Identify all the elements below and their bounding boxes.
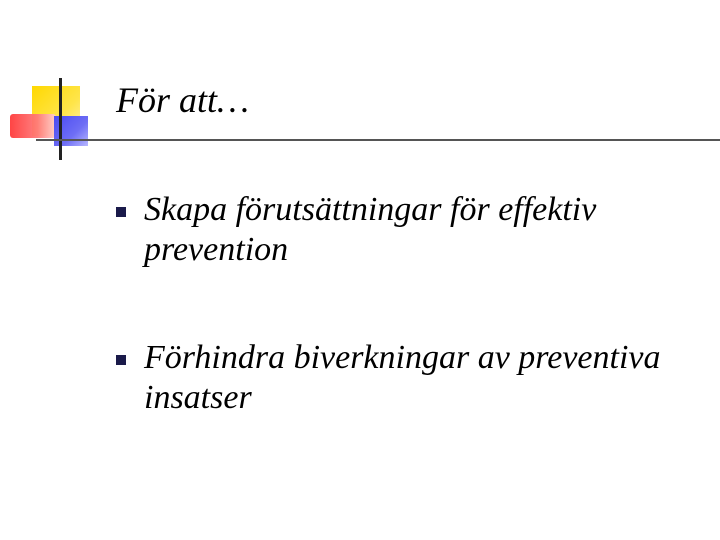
bullet-text: Skapa förutsättningar för effektiv prevention	[144, 191, 597, 268]
square-bullet-icon	[116, 355, 126, 365]
bullet-item	[116, 338, 706, 418]
slide-title: För att…	[116, 80, 250, 120]
red-bar	[10, 114, 56, 138]
bullet-item	[116, 190, 706, 270]
square-bullet-icon	[116, 207, 126, 217]
bullet-list	[116, 190, 706, 486]
title-underline	[36, 139, 720, 141]
vertical-line	[59, 78, 62, 160]
color-blocks-logo-icon	[0, 0, 110, 170]
bullet-text: Förhindra biverkningar av preventiva insatser	[144, 339, 661, 416]
